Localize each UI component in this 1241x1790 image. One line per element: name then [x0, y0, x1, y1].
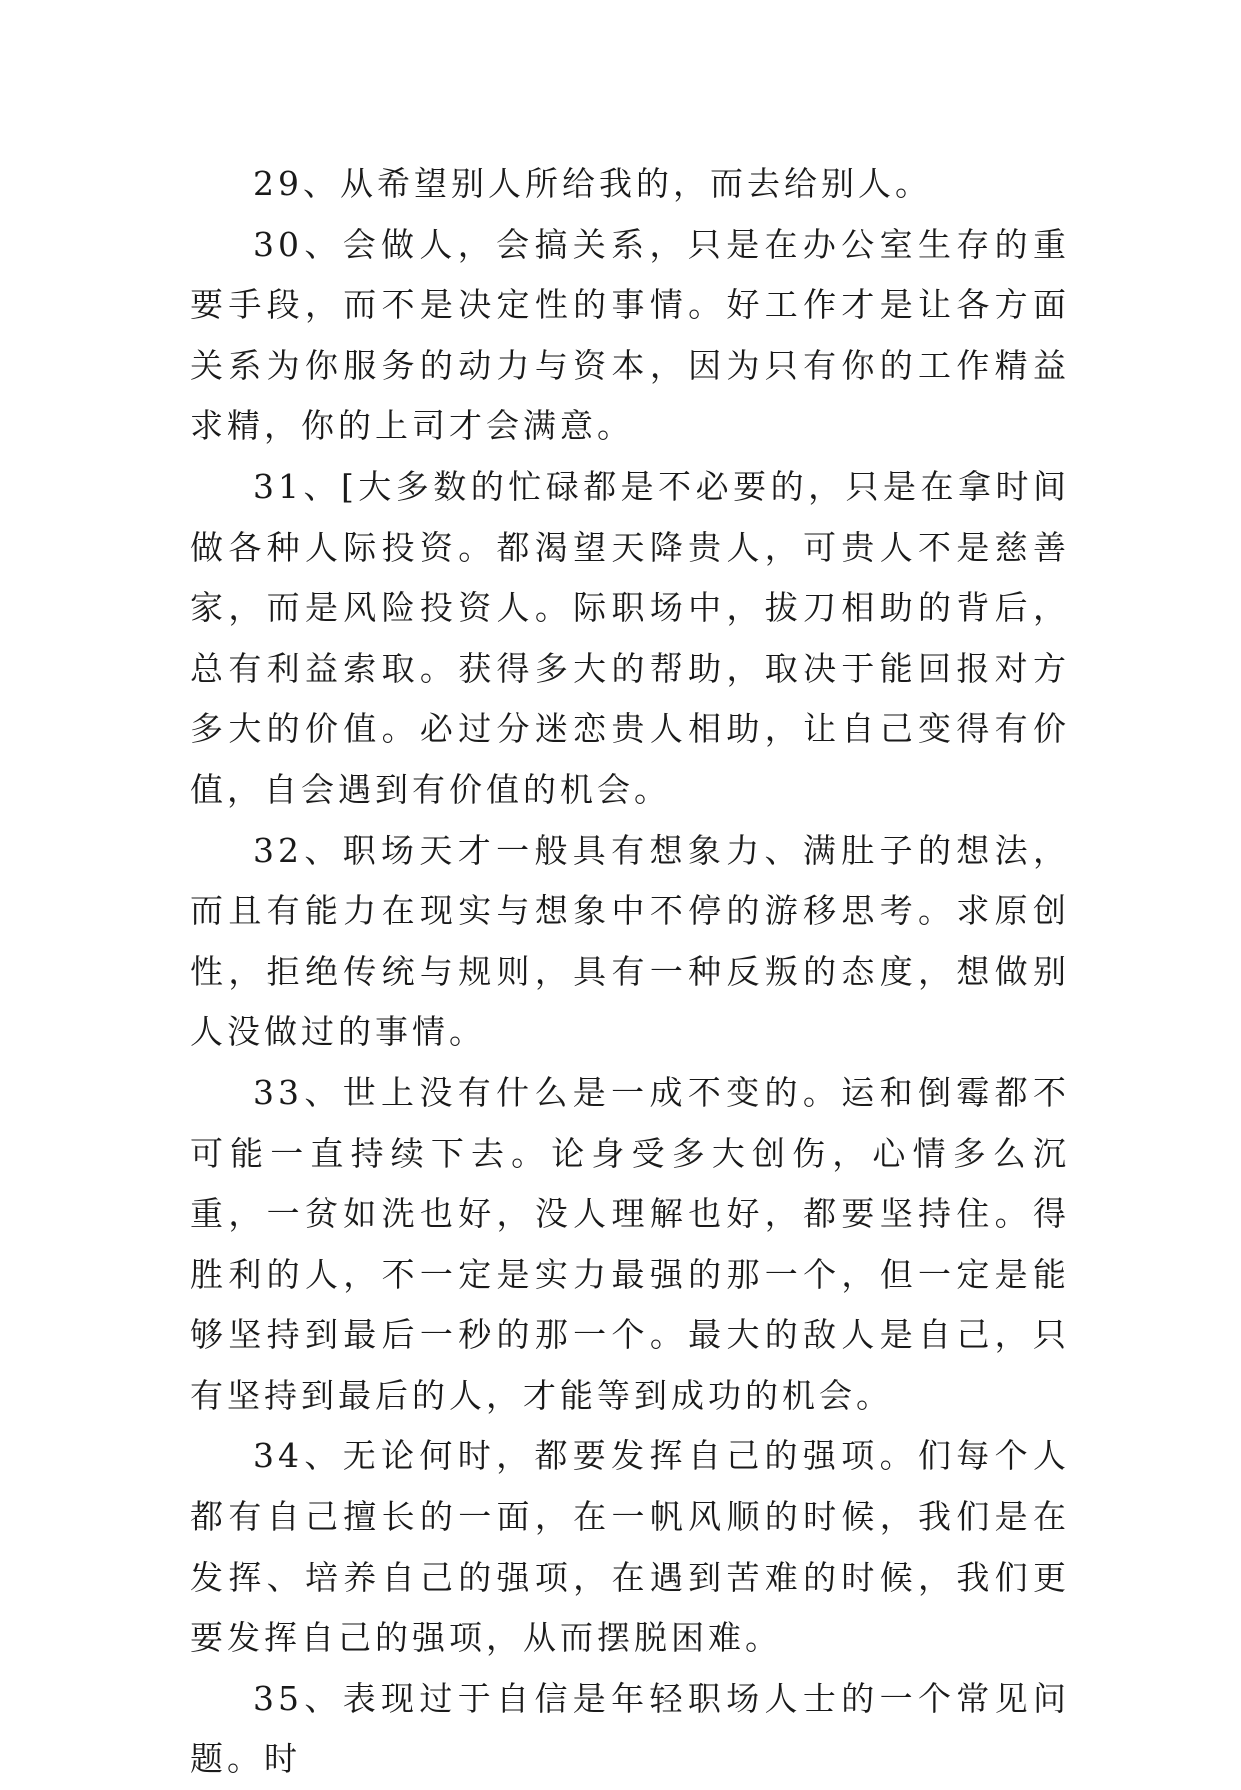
paragraph-34: 34、无论何时，都要发挥自己的强项。们每个人都有自己擅长的一面，在一帆风顺的时候，我们是在发挥、培养自己的强项，在遇到苦难的时候，我们更要发挥自己的强项，从而摆脱困难。 [190, 1436, 1070, 1658]
paragraph-32: 32、职场天才一般具有想象力、满肚子的想法，而且有能力在现实与想象中不停的游移思考。求原创性，拒绝传统与规则，具有一种反叛的态度，想做别人没做过的事情。 [190, 830, 1070, 1052]
document-body [190, 154, 1070, 1790]
paragraph-35: 35、表现过于自信是年轻职场人士的一个常见问题。时 [190, 1678, 1070, 1779]
paragraph-30: 30、会做人，会搞关系，只是在办公室生存的重要手段，而不是决定性的事情。好工作才是让各方面关系为你服务的动力与资本，因为只有你的工作精益求精，你的上司才会满意。 [190, 224, 1070, 446]
paragraph-29: 29、从希望别人所给我的，而去给别人。 [253, 164, 932, 203]
paragraph-31: 31、[大多数的忙碌都是不必要的，只是在拿时间做各种人际投资。都渴望天降贵人，可贵人不是慈善家，而是风险投资人。际职场中，拔刀相助的背后，总有利益索取。获得多大的帮助，取决于能回报对方多大的价值。必过分迷恋贵人相助，让自己变得有价值，自会遇到有价值的机会。 [190, 466, 1070, 809]
paragraph-33: 33、世上没有什么是一成不变的。运和倒霉都不可能一直持续下去。论身受多大创伤，心情多么沉重，一贫如洗也好，没人理解也好，都要坚持住。得胜利的人，不一定是实力最强的那一个，但一定是能够坚持到最后一秒的那一个。最大的敌人是自己，只有坚持到最后的人，才能等到成功的机会。 [190, 1072, 1070, 1415]
